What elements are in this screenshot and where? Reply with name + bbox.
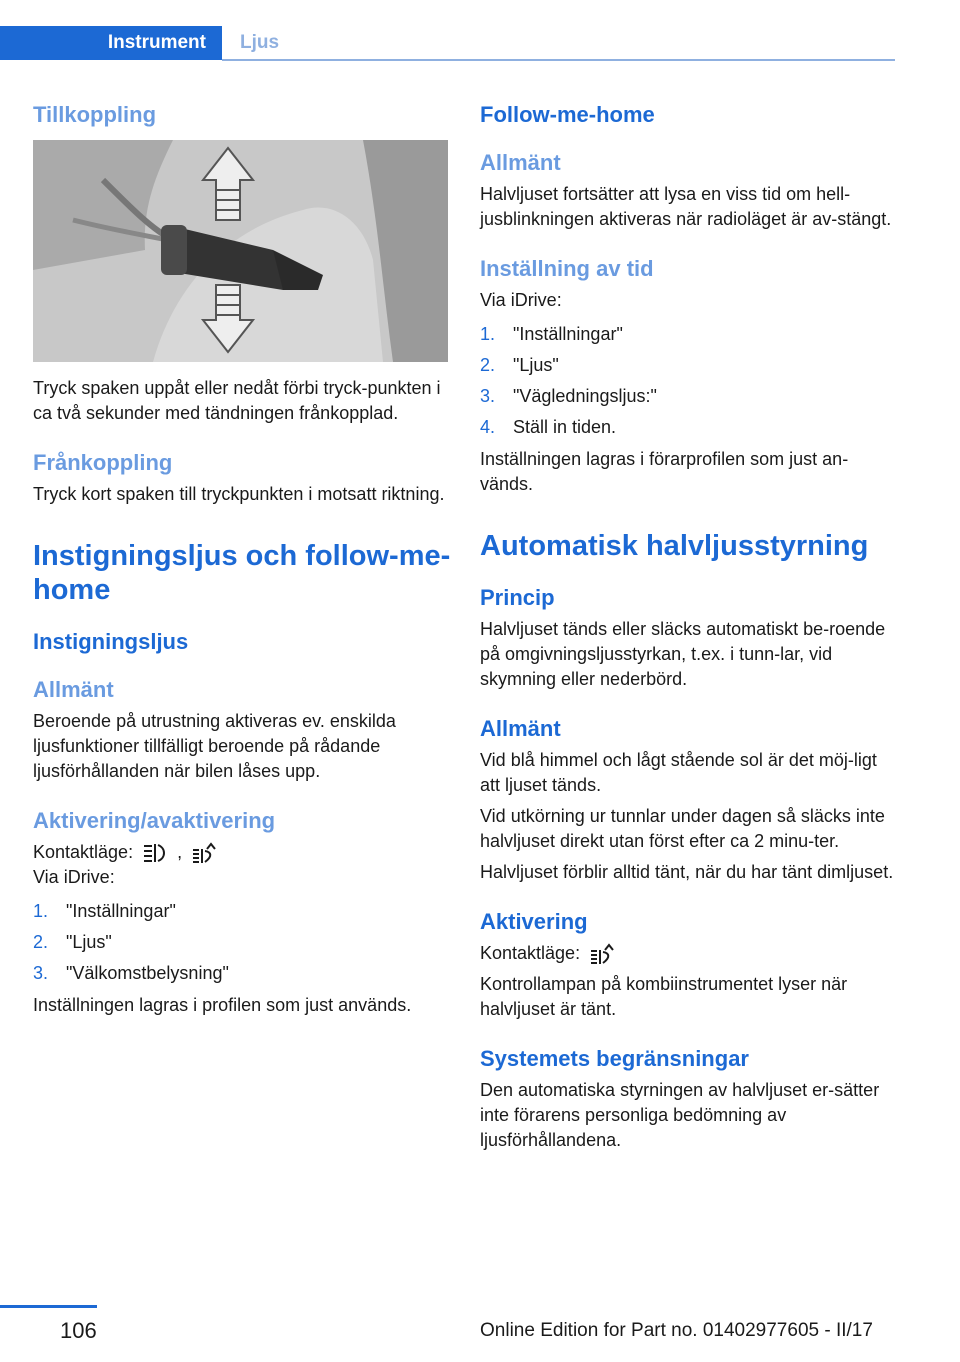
kontaktlage-label: Kontaktläge:: [480, 943, 581, 963]
tab-ljus: Ljus: [240, 32, 280, 53]
instigningsljus-heading: Instigningsljus: [33, 629, 189, 654]
via-idrive-label: Via iDrive:: [33, 867, 115, 887]
ignition-on-icon: [589, 943, 615, 965]
page-number: 106: [60, 1318, 97, 1343]
tillkoppling-text: Tryck spaken uppåt eller nedåt förbi tryck-punkten i ca två sekunder med tändningen frånkopplad.: [33, 378, 441, 423]
list-item: 3. "Välkomstbelysning": [33, 963, 229, 983]
list-item: 2. "Ljus": [480, 355, 559, 375]
kontaktlage-separator: ,: [177, 842, 183, 862]
section-heading-auto: Automatisk halvljusstyrning: [480, 530, 869, 562]
header-bar: [0, 26, 895, 62]
kontaktlage-label: Kontaktläge:: [33, 842, 134, 862]
allmant2-heading: Allmänt: [480, 716, 561, 741]
follow-me-home-heading: Follow-me-home: [480, 102, 655, 127]
ignition-on-icon: [191, 842, 217, 864]
aktivering-heading: Aktivering: [480, 909, 588, 934]
frankoppling-heading: Frånkoppling: [33, 450, 173, 475]
begransningar-heading: Systemets begränsningar: [480, 1046, 749, 1071]
allmant-text: Beroende på utrustning aktiveras ev. enskilda ljusfunktioner tillfälligt beroende på rådande ljusförhållanden när bilen låses upp.: [33, 711, 396, 781]
right-steps-list: [480, 319, 898, 443]
list-item: 3. "Vägledningsljus:": [480, 386, 657, 406]
frankoppling-text: Tryck kort spaken till tryckpunkten i motsatt riktning.: [33, 484, 445, 504]
left-column: [33, 100, 451, 1018]
list-item: 2. "Ljus": [33, 932, 112, 952]
princip-text: Halvljuset tänds eller släcks automatiskt be-roende på omgivningsljusstyrkan, t.ex. i tunn-lar, vid skymning eller nederbörd.: [480, 619, 886, 689]
header-divider: [222, 59, 895, 61]
edition-text: Online Edition for Part no. 01402977605 - II/17: [480, 1320, 873, 1341]
radio-ready-icon: [142, 842, 168, 864]
allmant-text: Halvljuset fortsätter att lysa en viss tid om hell-jusblinkningen aktiveras när radioläget är av-stängt.: [480, 184, 892, 229]
list-item: 1. "Inställningar": [33, 901, 176, 921]
list-item: 1. "Inställningar": [480, 324, 623, 344]
lever-illustration: [33, 140, 448, 362]
via-idrive-label: Via iDrive:: [480, 290, 562, 310]
tillkoppling-heading: Tillkoppling: [33, 102, 157, 127]
installning-footer: Inställningen lagras i förarprofilen som just an-vänds.: [480, 449, 849, 494]
footer-accent-bar: [0, 1305, 97, 1308]
tab-instrument: Instrument: [0, 26, 222, 60]
princip-heading: Princip: [480, 585, 555, 610]
kontaktlage-line: [480, 941, 898, 966]
allmant2-p2: Vid utkörning ur tunnlar under dagen så släcks inte halvljuset direkt utan först efter ca 2 minu-ter.: [480, 806, 885, 851]
aktivering-text: Kontrollampan på kombiinstrumentet lyser när halvljuset är tänt.: [480, 974, 848, 1019]
installning-heading: Inställning av tid: [480, 256, 654, 281]
allmant-heading: Allmänt: [480, 150, 561, 175]
right-column: [480, 100, 898, 1153]
allmant2-p3: Halvljuset förblir alltid tänt, när du har tänt dimljuset.: [480, 862, 894, 882]
allmant-heading: Allmänt: [33, 677, 114, 702]
allmant2-p1: Vid blå himmel och lågt stående sol är det möj-ligt att ljuset tänds.: [480, 750, 877, 795]
section-heading-instigningsljus: Instigningsljus och follow-me-home: [33, 540, 451, 606]
left-steps-list: [33, 896, 451, 989]
aktivering-heading: Aktivering/avaktivering: [33, 808, 276, 833]
left-settings-footer: Inställningen lagras i profilen som just används.: [33, 995, 412, 1015]
list-item: 4. Ställ in tiden.: [480, 417, 617, 437]
kontaktlage-line: [33, 840, 451, 865]
begransningar-text: Den automatiska styrningen av halvljuset er-sätter inte förarens personliga bedömning av ljusförhållandena.: [480, 1080, 880, 1150]
